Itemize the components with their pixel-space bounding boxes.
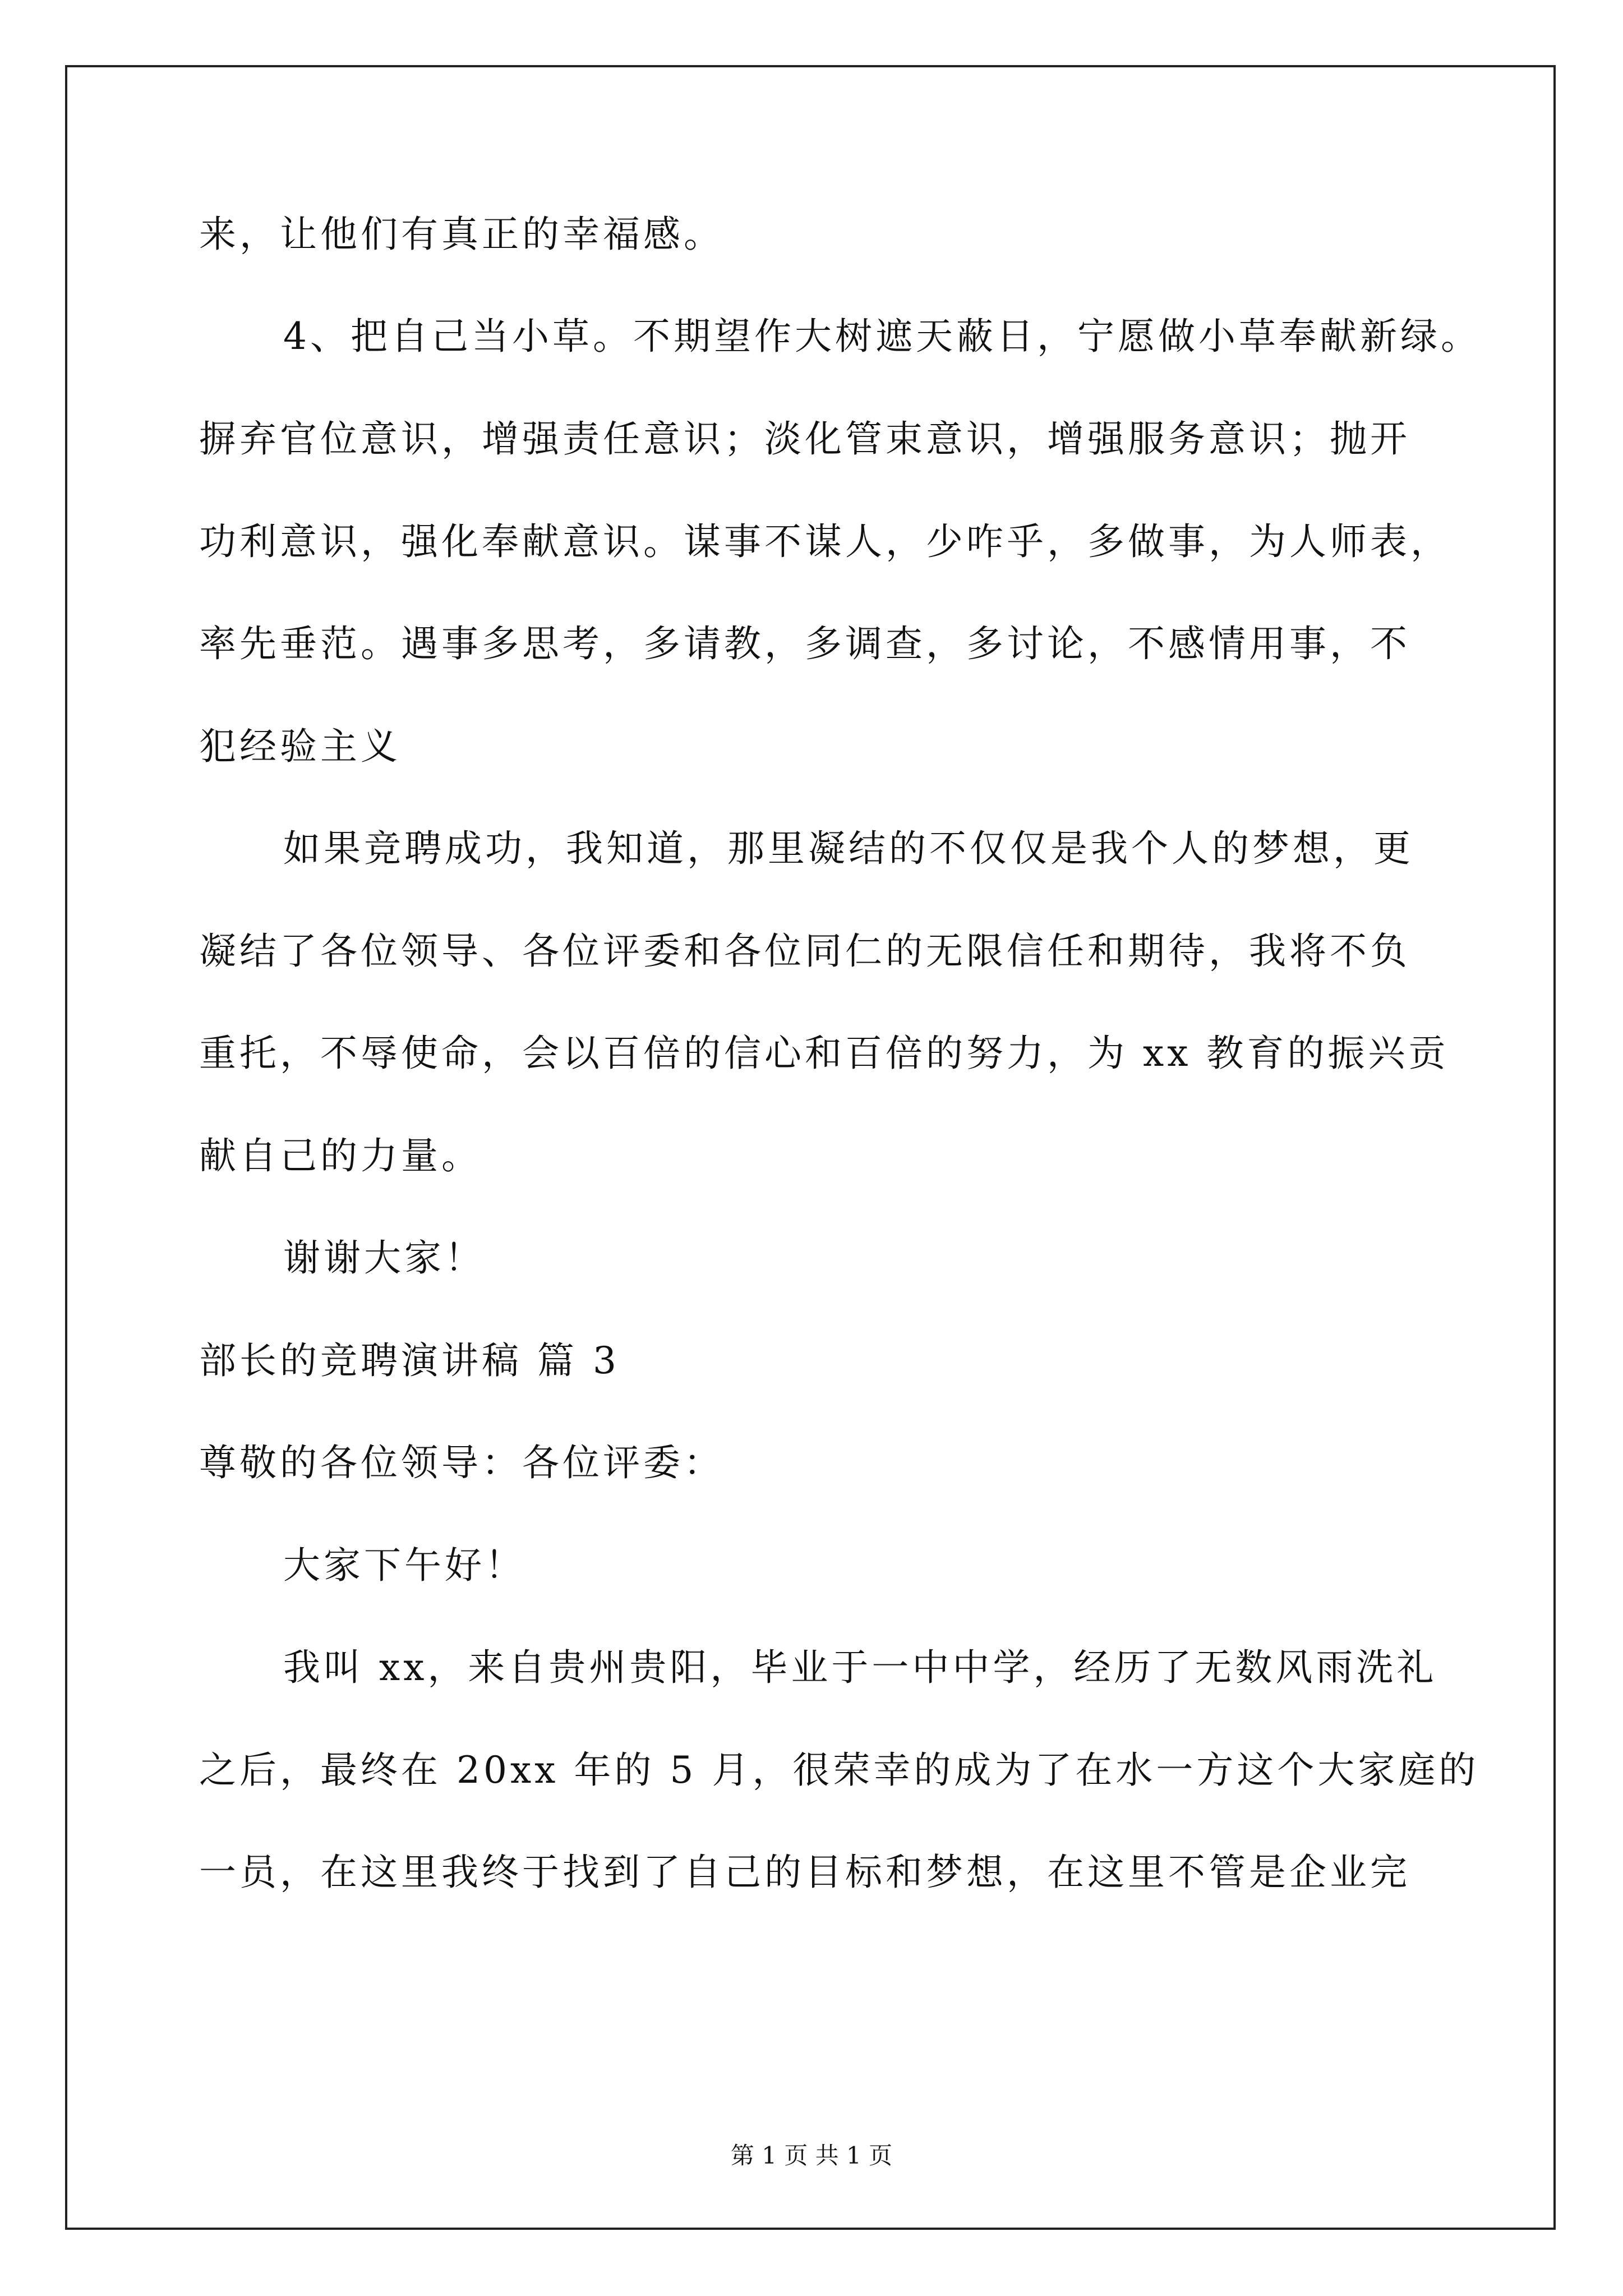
text-line: 率先垂范。遇事多思考，多请教，多调查，多讨论，不感情用事，不	[199, 622, 1410, 665]
text-line: 献自己的力量。	[199, 1134, 482, 1177]
text-line: 来，让他们有真正的幸福感。	[199, 213, 724, 256]
text-line: 我叫 xx，来自贵州贵阳，毕业于一中中学，经历了无数风雨洗礼	[283, 1646, 1437, 1689]
text-line: 如果竞聘成功，我知道，那里凝结的不仅仅是我个人的梦想，更	[283, 827, 1414, 870]
text-line: 凝结了各位领导、各位评委和各位同仁的无限信任和期待，我将不负	[199, 930, 1410, 973]
text-line: 之后，最终在 20xx 年的 5 月，很荣幸的成为了在水一方这个大家庭的	[199, 1749, 1479, 1792]
text-line: 重托，不辱使命，会以百倍的信心和百倍的努力，为 xx 教育的振兴贡	[199, 1032, 1449, 1075]
section-heading: 部长的竞聘演讲稿 篇 3	[199, 1339, 620, 1382]
text-line: 谢谢大家！	[283, 1236, 485, 1280]
text-line: 尊敬的各位领导：各位评委：	[199, 1441, 724, 1484]
text-line: 摒弃官位意识，增强责任意识；淡化管束意识，增强服务意识；抛开	[199, 417, 1410, 461]
text-line: 功利意识，强化奉献意识。谋事不谋人，少咋乎，多做事，为人师表，	[199, 520, 1451, 563]
text-line: 4、把自己当小草。不期望作大树遮天蔽日，宁愿做小草奉献新绿。	[283, 315, 1481, 358]
page-footer: 第 1 页 共 1 页	[730, 2142, 893, 2169]
text-line: 一员，在这里我终于找到了自己的目标和梦想，在这里不管是企业完	[199, 1851, 1410, 1894]
text-line: 犯经验主义	[199, 725, 401, 768]
text-line: 大家下午好！	[283, 1544, 525, 1587]
